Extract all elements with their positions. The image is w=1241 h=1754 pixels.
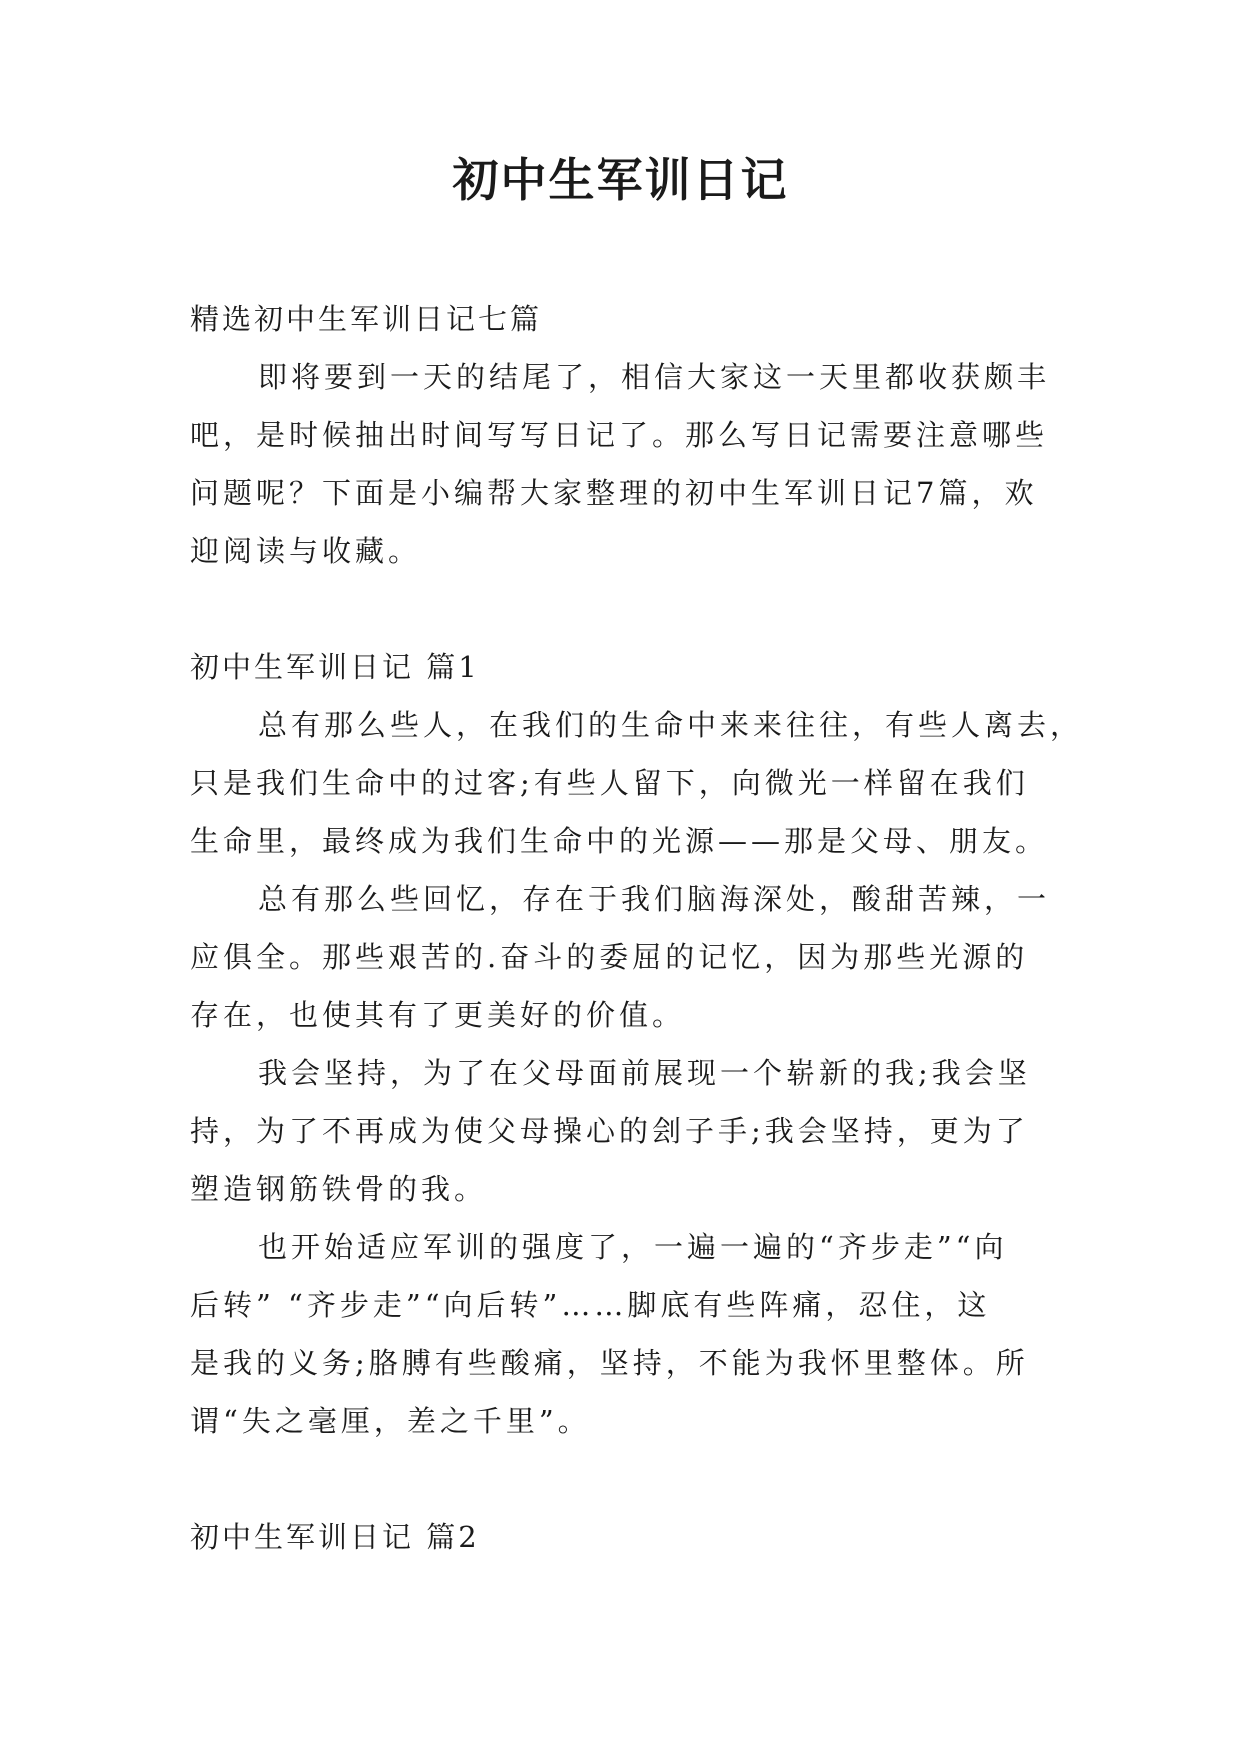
- paragraph-line: 总有那么些回忆，存在于我们脑海深处，酸甜苦辣，一: [258, 882, 1051, 916]
- section-heading: 初中生军训日记 篇1: [190, 650, 480, 684]
- paragraph-line: 生命里，最终成为我们生命中的光源——那是父母、朋友。: [190, 824, 1049, 858]
- document-body: [190, 290, 1084, 1566]
- document-title: 初中生军训日记: [452, 153, 789, 207]
- section-heading: 初中生军训日记 篇2: [190, 1520, 480, 1554]
- paragraph-line: 塑造钢筋铁骨的我。: [190, 1172, 488, 1206]
- paragraph-line: 总有那么些人，在我们的生命中来来往往，有些人离去，: [258, 708, 1084, 742]
- intro-line: 即将要到一天的结尾了，相信大家这一天里都收获颇丰: [258, 360, 1051, 394]
- intro-line: 问题呢？下面是小编帮大家整理的初中生军训日记7篇，欢: [190, 476, 1038, 510]
- paragraph-line: 是我的义务;胳膊有些酸痛，坚持，不能为我怀里整体。所: [190, 1346, 1029, 1380]
- paragraph-line: 持，为了不再成为使父母操心的刽子手;我会坚持，更为了: [190, 1114, 1029, 1148]
- intro-heading: 精选初中生军训日记七篇: [190, 302, 543, 336]
- paragraph-line: 我会坚持，为了在父母面前展现一个崭新的我;我会坚: [258, 1056, 1031, 1090]
- intro-line: 吧，是时候抽出时间写写日记了。那么写日记需要注意哪些: [190, 418, 1049, 452]
- paragraph-line: 存在，也使其有了更美好的价值。: [190, 998, 686, 1032]
- paragraph-gap: [190, 1450, 1050, 1508]
- paragraph-line: 只是我们生命中的过客;有些人留下，向微光一样留在我们: [190, 766, 1029, 800]
- intro-line: 迎阅读与收藏。: [190, 534, 422, 568]
- paragraph-line: 后转” “齐步走”“向后转”……脚底有些阵痛，忍住，这: [190, 1288, 991, 1322]
- paragraph-line: 谓“失之毫厘，差之千里”。: [190, 1404, 591, 1438]
- paragraph-line: 应俱全。那些艰苦的.奋斗的委屈的记忆，因为那些光源的: [190, 940, 1029, 974]
- paragraph-gap: [190, 580, 1050, 638]
- paragraph-line: 也开始适应军训的强度了，一遍一遍的“齐步走”“向: [258, 1230, 1008, 1264]
